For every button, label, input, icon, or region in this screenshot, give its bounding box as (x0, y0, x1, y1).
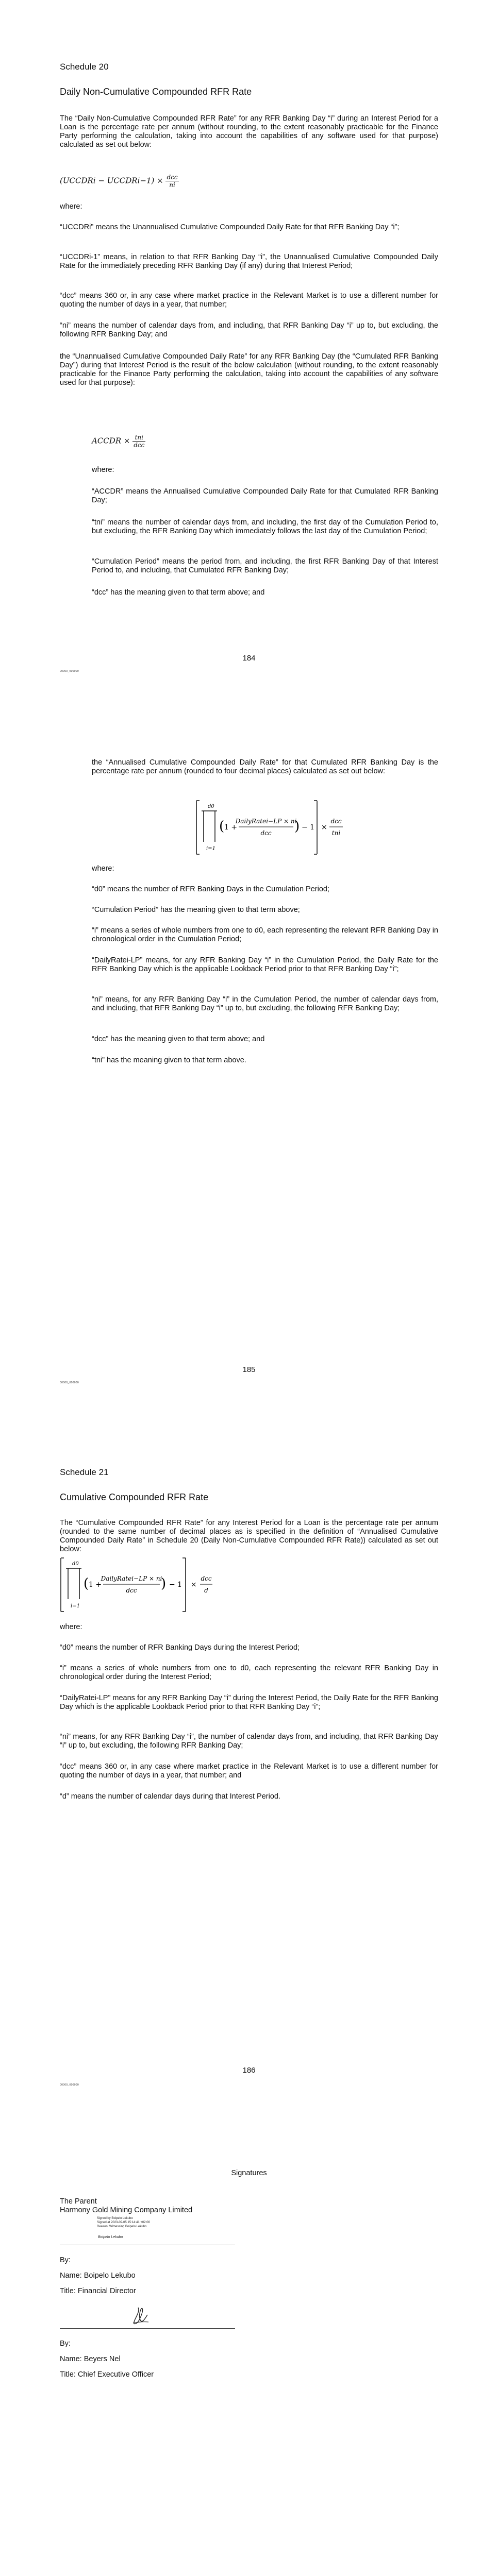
definition-unannualised: the “Unannualised Cumulative Compounded Daily Rate” for any RFR Banking Day (the “Cumulated RFR Banking Day”) during that Interest Period is the result of the below calculation (without rounding, to the extent reasonably practicable for the Finance Party performing the calculation, taking into account the capabilities of any software used for that purpose): (60, 352, 438, 387)
signatures-heading: Signatures (231, 2169, 267, 2177)
title-row (60, 2370, 154, 2379)
times-sign: × (191, 1581, 197, 1589)
intro-paragraph: The “Daily Non-Cumulative Compounded RFR Rate” for any RFR Banking Day “i” during an Interest Period for a Loan is the percentage rate per annum (without rounding, to the extent reasonably practicable for the Finance Party performing the calculation, taking into account the capabilities of any software used for that purpose) calculated as set out below: (60, 114, 438, 149)
definition-tni-ref: “tni” has the meaning given to that term above. (92, 1056, 246, 1064)
name-label: Name: (60, 2355, 82, 2363)
by-label: By: (60, 2340, 71, 2348)
frac-denominator: dcc (126, 1587, 137, 1594)
signatory-name: Boipelo Lekubo (84, 2272, 136, 2280)
schedule-heading: Schedule 21 (60, 1467, 109, 1477)
stamp-signature: Boipelo Lekubo (98, 2235, 123, 2239)
definition-cumulation-period: “Cumulation Period” means the period from, and including, the first RFR Banking Day of that Interest Period to, and including, that Cumulated RFR Banking Day; (92, 557, 438, 574)
intro-paragraph: The “Cumulative Compounded RFR Rate” for any Interest Period for a Loan is the percentage rate per annum (rounded to the same number of decimal places as is specified in the definition of “Annualised Cumulative Compounded Daily Rate” in Schedule 20 (Daily Non-Cumulative Compounded RFR Rate)) calculated as set out below: (60, 1519, 438, 1553)
signatory-title: Financial Director (77, 2287, 136, 2295)
paren-close: ) (161, 1576, 167, 1591)
one-plus: 1 + (89, 1581, 102, 1589)
definition-dcc-ref: “dcc” has the meaning given to that term above; and (92, 588, 265, 597)
company-name: Harmony Gold Mining Company Limited (60, 2206, 193, 2214)
definition-ni: “ni” means the number of calendar days from, and including, that RFR Banking Day “i” up to, but excluding, the following RFR Banking Day; and (60, 321, 438, 338)
paren-close: ) (294, 819, 300, 834)
stamp-line: Signed by Boipelo Lekubo (97, 2217, 133, 2220)
schedule-title: Cumulative Compounded RFR Rate (60, 1492, 209, 1502)
where-label: where: (60, 1623, 82, 1631)
definition-dcc-ref: “dcc” has the meaning given to that term above; and (92, 1035, 265, 1043)
where-label: where: (92, 865, 114, 873)
definition-i: “i” means a series of whole numbers from one to d0, each representing the relevant RFR Banking Day in chronological order during the Interest Period; (60, 1664, 438, 1681)
title-label: Title: (60, 2287, 76, 2295)
definition-dcc: “dcc” means 360 or, in any case where market practice in the Relevant Market is to use a different number for quoting the number of days in a year, that number; (60, 292, 438, 309)
definition-cumulation-period: “Cumulation Period” has the meaning given to that term above; (92, 906, 300, 914)
footer-ref: 00000_000000 (60, 2083, 79, 2087)
tail-denominator: tni (331, 829, 341, 837)
where-label-2: where: (92, 466, 114, 474)
signatory-title: Chief Executive Officer (77, 2370, 154, 2379)
title-row (60, 2287, 136, 2296)
product-upper: d0 (72, 1561, 79, 1567)
times-sign: × (321, 823, 327, 832)
definition-d0: “d0” means the number of RFR Banking Days during the Interest Period; (60, 1643, 300, 1652)
product-symbol (202, 811, 217, 842)
page-number: 185 (242, 1365, 256, 1374)
signature-line-2 (60, 2328, 235, 2329)
frac-numerator: DailyRatei−LP × ni (101, 1575, 162, 1582)
definition-d0: “d0” means the number of RFR Banking Days in the Cumulation Period; (92, 885, 329, 893)
page-184 (0, 0, 498, 703)
definition-uccdr-prev: “UCCDRi-1” means, in relation to that RFR Banking Day “i”, the Unannualised Cumulative Compounded Daily Rate for the immediately preceding RFR Banking Day (if any) during that Interest Period; (60, 253, 438, 270)
frac-numerator: DailyRatei−LP × ni (235, 818, 297, 825)
definition-i: “i” means a series of whole numbers from one to d0, each representing the relevant RFR Banking Day in chronological order in the Cumulation Period; (92, 926, 438, 943)
stamp-line: Reason: Witnessing Boipelo Lekubo (97, 2225, 147, 2228)
product-lower: i=1 (206, 846, 215, 852)
definition-dcc: “dcc” means 360 or, in any case where market practice in the Relevant Market is to use a different number for quoting the number of days in a year, that number; and (60, 1762, 438, 1780)
definition-accdr: “ACCDR” means the Annualised Cumulative Compounded Daily Rate for that Cumulated RFR Banking Day; (92, 487, 438, 504)
definition-ni: “ni” means, for any RFR Banking Day “i”, the number of calendar days from, and including, that RFR Banking Day “i” up to, but excluding, the following RFR Banking Day; (60, 1733, 438, 1750)
page-number: 184 (242, 654, 256, 663)
frac-denominator: dcc (260, 829, 272, 837)
paren-open: ( (219, 819, 225, 834)
title-label: Title: (60, 2370, 76, 2379)
definition-dailyrate: “DailyRatei-LP” means for any RFR Banking Day “i” during the Interest Period, the Daily Rate for the RFR Banking Day which is the applicable Lookback Period prior to that RFR Banking Day “i”; (60, 1694, 438, 1711)
minus-one: − 1 (302, 823, 315, 832)
stamp-line: Signed at 2023-09-05 15:14:41 +02:00 (97, 2221, 150, 2224)
signatory-name: Beyers Nel (84, 2355, 121, 2363)
definition-dailyrate: “DailyRatei-LP” means, for any RFR Banking Day “i” in the Cumulation Period, the Daily Rate for the RFR Banking Day which is the applicable Lookback Period prior to that RFR Banking Day “i”; (92, 956, 438, 973)
definition-d: “d” means the number of calendar days during that Interest Period. (60, 1792, 280, 1801)
footer-ref: 00000_000000 (60, 670, 79, 673)
name-row (60, 2355, 121, 2364)
product-lower: i=1 (71, 1603, 80, 1609)
product-symbol (66, 1568, 81, 1599)
name-row (60, 2272, 136, 2280)
tail-numerator: dcc (201, 1575, 212, 1582)
tail-numerator: dcc (330, 818, 342, 825)
tail-denominator: d (204, 1587, 208, 1594)
footer-ref: 00000_000000 (60, 1381, 79, 1384)
signature-stamp-1 (92, 2216, 195, 2245)
page-186 (0, 1406, 498, 2110)
definition-uccdr: “UCCDRi” means the Unannualised Cumulative Compounded Daily Rate for that RFR Banking Day “i”; (60, 223, 400, 231)
by-label: By: (60, 2256, 71, 2264)
name-label: Name: (60, 2272, 82, 2280)
formula-annualised (192, 799, 347, 856)
page-185 (0, 703, 498, 1406)
formula-accdr: ACCDR × $\frac{\text{tni}}{\text{dcc}}$ (92, 434, 145, 449)
party-role: The Parent (60, 2197, 97, 2206)
handwritten-signature-2 (128, 2304, 154, 2327)
where-label: where: (60, 202, 82, 211)
one-plus: 1 + (224, 823, 238, 832)
minus-one: − 1 (169, 1581, 182, 1589)
intro-paragraph: the “Annualised Cumulative Compounded Daily Rate” for that Cumulated RFR Banking Day is the percentage rate per annum (rounded to four decimal places) calculated as set out below: (92, 758, 438, 775)
schedule-heading: Schedule 20 (60, 62, 109, 72)
definition-ni: “ni” means, for any RFR Banking Day “i” in the Cumulation Period, the number of calendar days from, and including, that RFR Banking Day “i” up to, but excluding, the following RFR Banking Day; (92, 995, 438, 1012)
page-number: 186 (242, 2066, 256, 2075)
formula-cumulative (57, 1556, 245, 1614)
product-upper: d0 (208, 804, 214, 809)
schedule-title: Daily Non-Cumulative Compounded RFR Rate (60, 87, 252, 97)
formula-uccdr: (UCCDRi − UCCDRi−1) × $\frac{\text{dcc}}{ni}$ (60, 174, 178, 189)
definition-tni: “tni” means the number of calendar days from, and including, the first day of the Cumulation Period to, but excluding, the RFR Banking Day which immediately follows the last day of the Cumulation Period; (92, 518, 438, 535)
paren-open: ( (84, 1576, 89, 1591)
signature-page (0, 2110, 498, 2576)
